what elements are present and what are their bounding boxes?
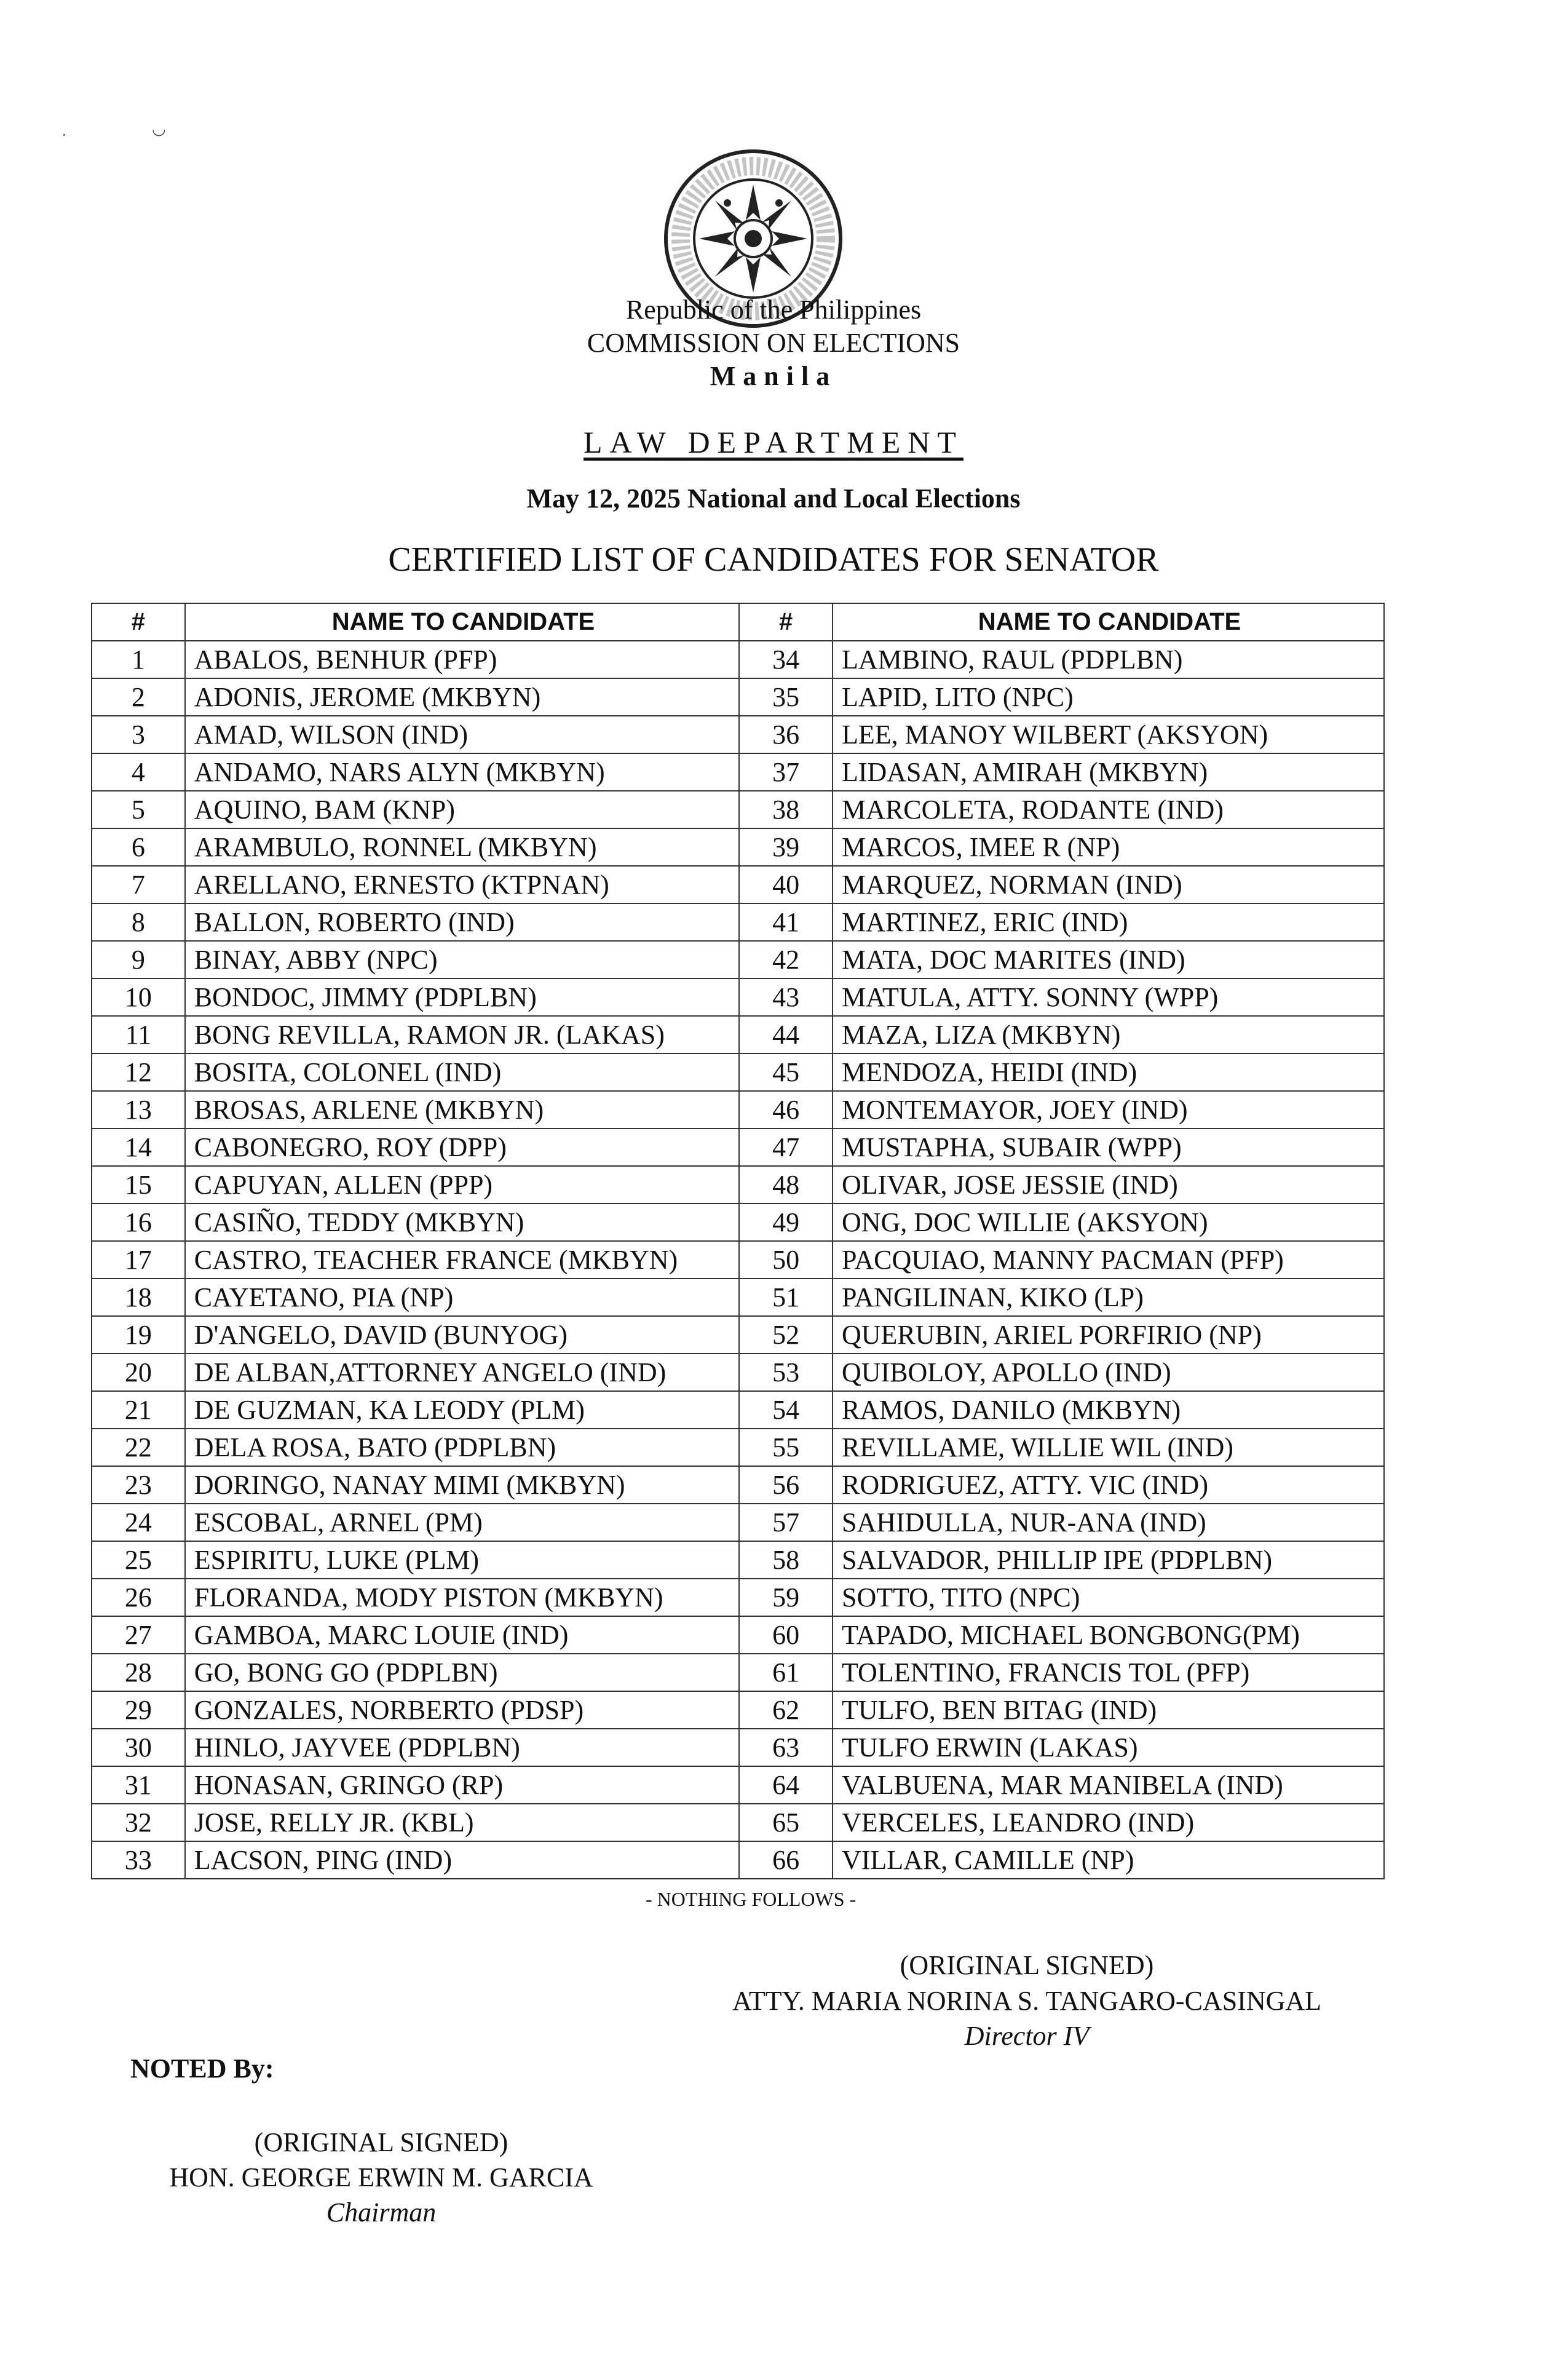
candidate-name: SOTTO, TITO (NPC) (833, 1579, 1384, 1616)
candidate-number: 18 (92, 1279, 185, 1316)
candidate-number: 7 (92, 866, 185, 903)
candidates-table (91, 603, 1385, 1879)
candidate-name: GAMBOA, MARC LOUIE (IND) (185, 1616, 739, 1654)
candidate-name: DELA ROSA, BATO (PDPLBN) (185, 1429, 739, 1466)
table-row (92, 941, 1384, 978)
department-heading: LAW DEPARTMENT (584, 425, 963, 459)
candidate-number: 6 (92, 828, 185, 866)
candidate-name: CABONEGRO, ROY (DPP) (185, 1129, 739, 1166)
candidate-name: MAZA, LIZA (MKBYN) (833, 1016, 1384, 1053)
table-row (92, 1729, 1384, 1766)
candidate-number: 24 (92, 1504, 185, 1541)
candidate-number: 66 (739, 1841, 833, 1879)
candidate-name: LAMBINO, RAUL (PDPLBN) (833, 641, 1384, 678)
candidate-number: 47 (739, 1129, 833, 1166)
candidate-name: BINAY, ABBY (NPC) (185, 941, 739, 978)
table-row (92, 903, 1384, 941)
table-row (92, 1429, 1384, 1466)
candidate-name: TAPADO, MICHAEL BONGBONG(PM) (833, 1616, 1384, 1654)
table-row (92, 1541, 1384, 1579)
candidate-name: MUSTAPHA, SUBAIR (WPP) (833, 1129, 1384, 1166)
candidate-number: 22 (92, 1429, 185, 1466)
candidate-number: 55 (739, 1429, 833, 1466)
candidate-name: MARTINEZ, ERIC (IND) (833, 903, 1384, 941)
candidate-name: MARCOLETA, RODANTE (IND) (833, 791, 1384, 828)
candidate-name: BALLON, ROBERTO (IND) (185, 903, 739, 941)
candidate-number: 29 (92, 1691, 185, 1729)
candidate-name: SALVADOR, PHILLIP IPE (PDPLBN) (833, 1541, 1384, 1579)
candidate-name: CAYETANO, PIA (NP) (185, 1279, 739, 1316)
table-row (92, 1129, 1384, 1166)
candidate-name: PANGILINAN, KIKO (LP) (833, 1279, 1384, 1316)
nothing-follows-note: - NOTHING FOLLOWS - (646, 1888, 857, 1910)
candidate-name: RAMOS, DANILO (MKBYN) (833, 1391, 1384, 1429)
candidate-name: HONASAN, GRINGO (RP) (185, 1766, 739, 1804)
table-row (92, 1166, 1384, 1204)
candidate-name: SAHIDULLA, NUR-ANA (IND) (833, 1504, 1384, 1541)
candidate-number: 41 (739, 903, 833, 941)
candidate-name: FLORANDA, MODY PISTON (MKBYN) (185, 1579, 739, 1616)
candidate-name: TULFO, BEN BITAG (IND) (833, 1691, 1384, 1729)
candidate-name: QUIBOLOY, APOLLO (IND) (833, 1354, 1384, 1391)
candidate-name: ADONIS, JEROME (MKBYN) (185, 678, 739, 716)
candidate-name: CAPUYAN, ALLEN (PPP) (185, 1166, 739, 1204)
candidate-number: 52 (739, 1316, 833, 1354)
agency-line: COMMISSION ON ELECTIONS (587, 328, 960, 358)
candidate-number: 32 (92, 1804, 185, 1841)
candidate-number: 50 (739, 1241, 833, 1279)
candidate-name: LACSON, PING (IND) (185, 1841, 739, 1879)
table-header-row (92, 603, 1384, 641)
table-row (92, 678, 1384, 716)
table-row (92, 1241, 1384, 1279)
candidate-number: 35 (739, 678, 833, 716)
candidate-name: DORINGO, NANAY MIMI (MKBYN) (185, 1466, 739, 1504)
candidate-number: 2 (92, 678, 185, 716)
candidate-number: 54 (739, 1391, 833, 1429)
candidate-name: LIDASAN, AMIRAH (MKBYN) (833, 753, 1384, 791)
candidate-name: AQUINO, BAM (KNP) (185, 791, 739, 828)
table-row (92, 1354, 1384, 1391)
candidate-number: 60 (739, 1616, 833, 1654)
candidate-number: 49 (739, 1204, 833, 1241)
candidate-number: 36 (739, 716, 833, 753)
candidate-name: RODRIGUEZ, ATTY. VIC (IND) (833, 1466, 1384, 1504)
column-header-number: # (92, 603, 185, 641)
candidate-number: 31 (92, 1766, 185, 1804)
candidate-name: GONZALES, NORBERTO (PDSP) (185, 1691, 739, 1729)
document-title: CERTIFIED LIST OF CANDIDATES FOR SENATOR (388, 541, 1159, 579)
candidate-number: 1 (92, 641, 185, 678)
candidate-name: MARQUEZ, NORMAN (IND) (833, 866, 1384, 903)
candidate-name: TULFO ERWIN (LAKAS) (833, 1729, 1384, 1766)
signatory1-position: Director IV (964, 2021, 1090, 2051)
table-row (92, 1091, 1384, 1129)
candidate-name: ESPIRITU, LUKE (PLM) (185, 1541, 739, 1579)
table-row (92, 753, 1384, 791)
candidate-number: 44 (739, 1016, 833, 1053)
election-line: May 12, 2025 National and Local Elections (526, 483, 1021, 514)
table-row (92, 1804, 1384, 1841)
column-header-number: # (739, 603, 833, 641)
column-header-name: NAME TO CANDIDATE (833, 603, 1384, 641)
candidate-name: REVILLAME, WILLIE WIL (IND) (833, 1429, 1384, 1466)
table-row (92, 1691, 1384, 1729)
candidate-number: 20 (92, 1354, 185, 1391)
candidate-name: MATA, DOC MARITES (IND) (833, 941, 1384, 978)
candidate-name: D'ANGELO, DAVID (BUNYOG) (185, 1316, 739, 1354)
candidate-name: MENDOZA, HEIDI (IND) (833, 1053, 1384, 1091)
candidate-name: AMAD, WILSON (IND) (185, 716, 739, 753)
candidate-name: VERCELES, LEANDRO (IND) (833, 1804, 1384, 1841)
table-row (92, 791, 1384, 828)
candidate-number: 33 (92, 1841, 185, 1879)
candidate-name: VILLAR, CAMILLE (NP) (833, 1841, 1384, 1879)
candidate-name: GO, BONG GO (PDPLBN) (185, 1654, 739, 1691)
candidate-name: BONDOC, JIMMY (PDPLBN) (185, 978, 739, 1016)
candidate-name: MONTEMAYOR, JOEY (IND) (833, 1091, 1384, 1129)
table-row (92, 1616, 1384, 1654)
table-row (92, 1654, 1384, 1691)
candidate-name: ABALOS, BENHUR (PFP) (185, 641, 739, 678)
candidate-number: 17 (92, 1241, 185, 1279)
candidate-name: ARELLANO, ERNESTO (KTPNAN) (185, 866, 739, 903)
candidate-name: QUERUBIN, ARIEL PORFIRIO (NP) (833, 1316, 1384, 1354)
candidate-name: ARAMBULO, RONNEL (MKBYN) (185, 828, 739, 866)
candidate-number: 4 (92, 753, 185, 791)
candidate-number: 25 (92, 1541, 185, 1579)
candidate-number: 40 (739, 866, 833, 903)
candidate-name: DE ALBAN,ATTORNEY ANGELO (IND) (185, 1354, 739, 1391)
table-row (92, 828, 1384, 866)
candidate-number: 62 (739, 1691, 833, 1729)
table-row (92, 1841, 1384, 1879)
candidate-number: 30 (92, 1729, 185, 1766)
candidate-number: 45 (739, 1053, 833, 1091)
republic-line: Republic of the Philippines (625, 295, 922, 325)
candidate-number: 53 (739, 1354, 833, 1391)
candidate-name: DE GUZMAN, KA LEODY (PLM) (185, 1391, 739, 1429)
candidate-number: 16 (92, 1204, 185, 1241)
candidate-number: 14 (92, 1129, 185, 1166)
scan-speck: ◡ (152, 120, 166, 138)
candidate-number: 64 (739, 1766, 833, 1804)
candidate-number: 13 (92, 1091, 185, 1129)
candidate-name: ANDAMO, NARS ALYN (MKBYN) (185, 753, 739, 791)
candidate-name: MARCOS, IMEE R (NP) (833, 828, 1384, 866)
candidate-number: 46 (739, 1091, 833, 1129)
candidate-name: BROSAS, ARLENE (MKBYN) (185, 1091, 739, 1129)
candidate-number: 3 (92, 716, 185, 753)
candidate-number: 61 (739, 1654, 833, 1691)
table-row (92, 1391, 1384, 1429)
table-row (92, 1016, 1384, 1053)
table-row (92, 641, 1384, 678)
candidate-number: 37 (739, 753, 833, 791)
candidate-number: 39 (739, 828, 833, 866)
candidate-number: 19 (92, 1316, 185, 1354)
signatory1-status: (ORIGINAL SIGNED) (900, 1950, 1154, 1980)
candidate-number: 10 (92, 978, 185, 1016)
table-row (92, 1279, 1384, 1316)
candidate-name: LAPID, LITO (NPC) (833, 678, 1384, 716)
scan-speck: · (61, 126, 67, 144)
candidate-number: 11 (92, 1016, 185, 1053)
table-row (92, 1466, 1384, 1504)
candidate-number: 5 (92, 791, 185, 828)
candidate-number: 65 (739, 1804, 833, 1841)
candidate-number: 59 (739, 1579, 833, 1616)
candidate-number: 21 (92, 1391, 185, 1429)
candidate-name: CASIÑO, TEDDY (MKBYN) (185, 1204, 739, 1241)
table-row (92, 1053, 1384, 1091)
column-header-name: NAME TO CANDIDATE (185, 603, 739, 641)
table-row (92, 1766, 1384, 1804)
noted-by-label: NOTED By: (130, 2053, 274, 2084)
candidate-number: 58 (739, 1541, 833, 1579)
candidate-number: 23 (92, 1466, 185, 1504)
candidate-number: 26 (92, 1579, 185, 1616)
candidate-number: 56 (739, 1466, 833, 1504)
signatory2-status: (ORIGINAL SIGNED) (254, 2127, 508, 2157)
candidate-number: 63 (739, 1729, 833, 1766)
candidate-number: 12 (92, 1053, 185, 1091)
candidate-name: MATULA, ATTY. SONNY (WPP) (833, 978, 1384, 1016)
candidate-name: TOLENTINO, FRANCIS TOL (PFP) (833, 1654, 1384, 1691)
candidate-number: 34 (739, 641, 833, 678)
table-row (92, 1316, 1384, 1354)
signatory2-position: Chairman (326, 2197, 437, 2227)
candidate-number: 42 (739, 941, 833, 978)
candidate-number: 27 (92, 1616, 185, 1654)
candidate-name: HINLO, JAYVEE (PDPLBN) (185, 1729, 739, 1766)
candidate-number: 8 (92, 903, 185, 941)
candidate-number: 43 (739, 978, 833, 1016)
candidate-number: 51 (739, 1279, 833, 1316)
candidate-number: 38 (739, 791, 833, 828)
candidate-number: 48 (739, 1166, 833, 1204)
city-line: Manila (710, 361, 837, 391)
candidate-number: 9 (92, 941, 185, 978)
candidate-number: 15 (92, 1166, 185, 1204)
candidate-name: CASTRO, TEACHER FRANCE (MKBYN) (185, 1241, 739, 1279)
candidate-name: JOSE, RELLY JR. (KBL) (185, 1804, 739, 1841)
table-row (92, 716, 1384, 753)
candidate-name: VALBUENA, MAR MANIBELA (IND) (833, 1766, 1384, 1804)
candidate-name: LEE, MANOY WILBERT (AKSYON) (833, 716, 1384, 753)
table-row (92, 978, 1384, 1016)
candidate-number: 57 (739, 1504, 833, 1541)
signatory1-name: ATTY. MARIA NORINA S. TANGARO-CASINGAL (732, 1986, 1322, 2016)
candidate-name: BONG REVILLA, RAMON JR. (LAKAS) (185, 1016, 739, 1053)
candidates-table-body (92, 641, 1384, 1879)
candidate-name: OLIVAR, JOSE JESSIE (IND) (833, 1166, 1384, 1204)
table-row (92, 1579, 1384, 1616)
candidate-number: 28 (92, 1654, 185, 1691)
table-row (92, 866, 1384, 903)
table-row (92, 1504, 1384, 1541)
candidate-name: ESCOBAL, ARNEL (PM) (185, 1504, 739, 1541)
table-row (92, 1204, 1384, 1241)
candidate-name: BOSITA, COLONEL (IND) (185, 1053, 739, 1091)
candidate-name: ONG, DOC WILLIE (AKSYON) (833, 1204, 1384, 1241)
candidate-name: PACQUIAO, MANNY PACMAN (PFP) (833, 1241, 1384, 1279)
signatory2-name: HON. GEORGE ERWIN M. GARCIA (169, 2162, 593, 2192)
